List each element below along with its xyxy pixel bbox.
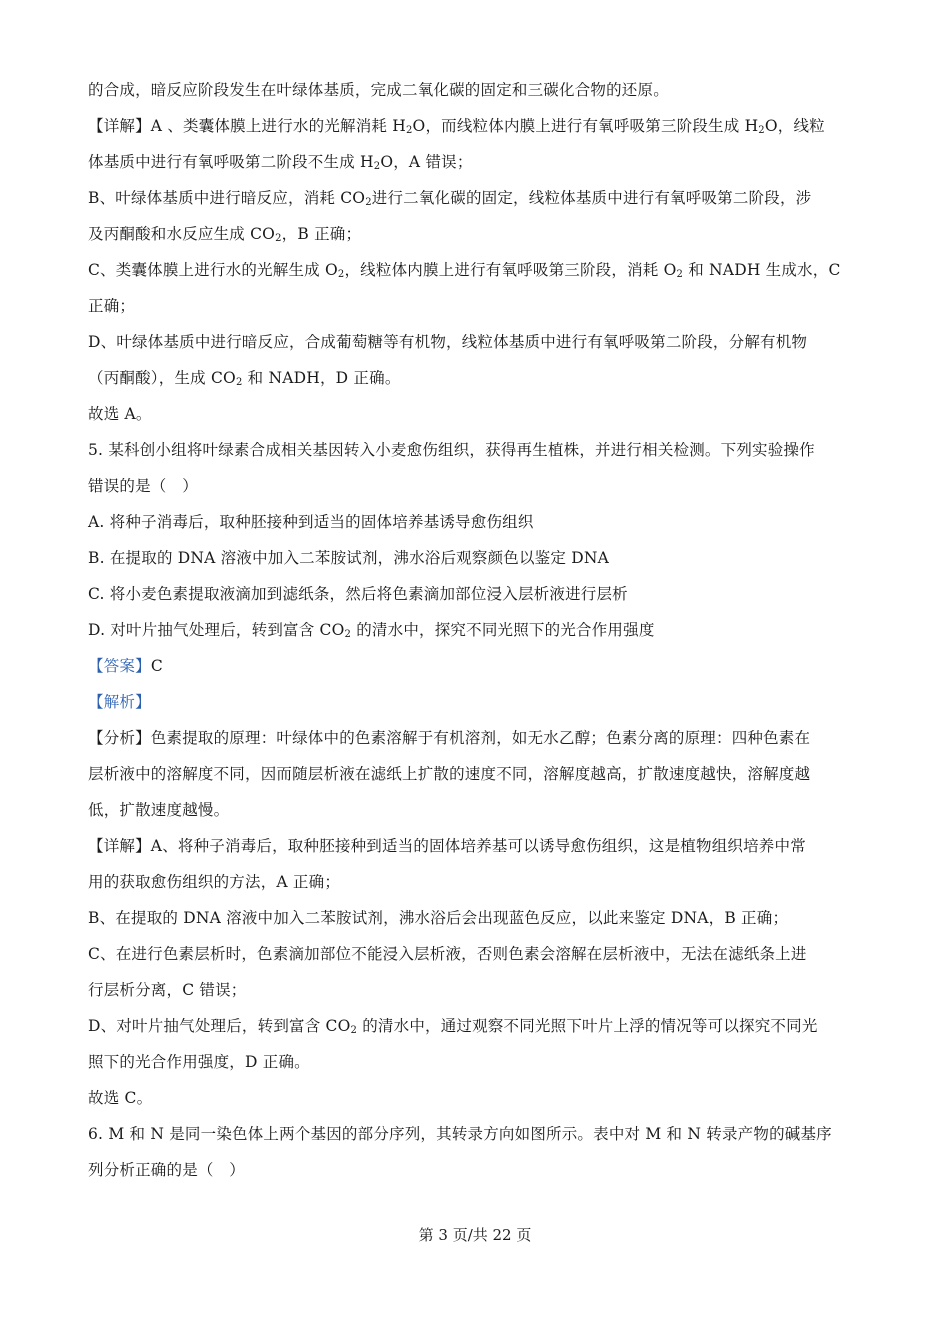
text-line [88,1008,863,1044]
text-line [88,648,863,684]
text-line [88,1080,863,1116]
text-segment: 的清水中，探究不同光照下的光合作用强度 [351,621,655,639]
text-segment: 6. M 和 N 是同一染色体上两个基因的部分序列，其转录方向如图所示。表中对 M 和 N 转录产物的碱基序 [88,1125,832,1143]
text-line [88,324,863,360]
text-line [88,108,863,144]
text-segment: 用的获取愈伤组织的方法，A 正确； [88,873,341,891]
text-segment: O，线粒 [764,117,825,135]
text-line [88,252,863,288]
subscript: 2 [235,377,243,388]
text-segment: C. 将小麦色素提取液滴加到滤纸条，然后将色素滴加部位浸入层析液进行层析 [88,585,628,603]
text-segment: 【详解】A 、类囊体膜上进行水的光解消耗 H [88,117,406,135]
text-segment: 【详解】A、将种子消毒后，取种胚接种到适当的固体培养基可以诱导愈伤组织，这是植物组织培养中常 [88,837,806,855]
subscript: 2 [405,125,413,136]
text-segment: 的清水中，通过观察不同光照下叶片上浮的情况等可以探究不同光 [357,1017,818,1035]
subscript: 2 [337,269,345,280]
text-segment: 低，扩散速度越慢。 [88,801,230,819]
answer-value: C [150,657,163,675]
text-segment: 照下的光合作用强度，D 正确。 [88,1053,310,1071]
subscript: 2 [676,269,684,280]
text-segment: 5. 某科创小组将叶绿素合成相关基因转入小麦愈伤组织，获得再生植株，并进行相关检测。下列实验操作 [88,441,815,459]
document-body [88,72,863,1188]
text-line [88,864,863,900]
text-line [88,468,863,504]
subscript: 2 [344,629,352,640]
text-segment: D、对叶片抽气处理后，转到富含 CO [88,1017,351,1035]
text-line [88,972,863,1008]
text-segment: 列分析正确的是（ ） [88,1161,246,1179]
text-segment: 错误的是（ ） [88,477,198,495]
text-segment: 和 NADH 生成水，C [683,261,841,279]
text-segment: 【解析】 [88,693,151,711]
text-segment: O，A 错误； [380,153,473,171]
text-line [88,936,863,972]
text-line [88,360,863,396]
text-line [88,180,863,216]
text-line [88,612,863,648]
text-line [88,432,863,468]
text-line [88,216,863,252]
text-segment: 进行二氧化碳的固定，线粒体基质中进行有氧呼吸第二阶段，涉 [371,189,812,207]
subscript: 2 [275,233,282,244]
text-segment: B、叶绿体基质中进行暗反应，消耗 CO [88,189,366,207]
text-line [88,288,863,324]
text-segment: C、类囊体膜上进行水的光解生成 O [88,261,338,279]
text-line [88,720,863,756]
text-line [88,828,863,864]
subscript: 2 [373,161,381,172]
text-line [88,396,863,432]
text-segment: 故选 C。 [88,1089,153,1107]
text-segment: 正确； [88,297,136,315]
text-segment: C、在进行色素层析时，色素滴加部位不能浸入层析液，否则色素会溶解在层析液中，无法在滤纸条上进 [88,945,807,963]
text-line [88,756,863,792]
answer-label: 【答案】 [88,657,151,675]
text-segment: 及丙酮酸和水反应生成 CO [88,225,276,243]
text-segment: 和 NADH，D 正确。 [242,369,401,387]
subscript: 2 [350,1025,358,1036]
subscript: 2 [758,125,765,136]
text-line [88,72,863,108]
text-segment: 的合成，暗反应阶段发生在叶绿体基质，完成二氧化碳的固定和三碳化合物的还原。 [88,81,669,99]
text-line [88,576,863,612]
text-line [88,684,863,720]
text-line [88,504,863,540]
text-segment: （丙酮酸），生成 CO [88,369,236,387]
text-segment: B、在提取的 DNA 溶液中加入二苯胺试剂，沸水浴后会出现蓝色反应，以此来鉴定 DNA，B 正确； [88,909,789,927]
text-segment: 体基质中进行有氧呼吸第二阶段不生成 H [88,153,374,171]
text-line [88,1152,863,1188]
text-segment: 【分析】色素提取的原理：叶绿体中的色素溶解于有机溶剂，如无水乙醇；色素分离的原理：四种色素在 [88,729,811,747]
text-segment: A. 将种子消毒后，取种胚接种到适当的固体培养基诱导愈伤组织 [88,513,534,531]
text-segment: ，B 正确； [281,225,362,243]
text-segment: D、叶绿体基质中进行暗反应，合成葡萄糖等有机物，线粒体基质中进行有氧呼吸第二阶段，分解有机物 [88,333,808,351]
page-footer: 第 3 页/共 22 页 [418,1226,532,1244]
text-line [88,900,863,936]
text-segment: 层析液中的溶解度不同，因而随层析液在滤纸上扩散的速度不同，溶解度越高，扩散速度越快，溶解度越 [88,765,811,783]
text-line [88,540,863,576]
text-segment: 故选 A。 [88,405,152,423]
text-segment: 行层析分离，C 错误； [88,981,247,999]
text-line [88,792,863,828]
text-segment: D. 对叶片抽气处理后，转到富含 CO [88,621,345,639]
text-segment: ，线粒体内膜上进行有氧呼吸第三阶段，消耗 O [344,261,677,279]
text-line [88,144,863,180]
text-line [88,1044,863,1080]
subscript: 2 [365,197,372,208]
text-segment: B. 在提取的 DNA 溶液中加入二苯胺试剂，沸水浴后观察颜色以鉴定 DNA [88,549,609,567]
text-line [88,1116,863,1152]
text-segment: O，而线粒体内膜上进行有氧呼吸第三阶段生成 H [412,117,759,135]
